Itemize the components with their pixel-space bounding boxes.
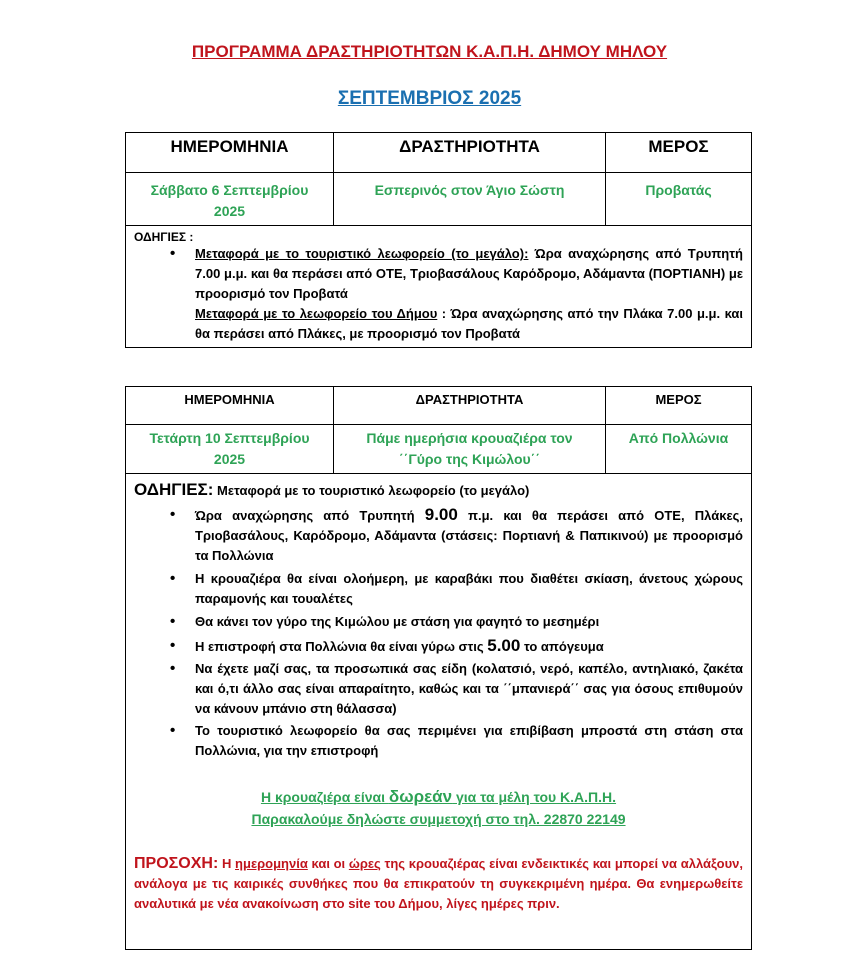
event-activity: Εσπερινός στον Άγιο Σώστη (334, 173, 606, 226)
list-item: • Μεταφορά με το τουριστικό λεωφορείο (το μεγάλο): Ώρα αναχώρησης από Τρυπητή 7.00 μ.μ. και θα περάσει από ΟΤΕ, Τριοβασάλους Καρόδρομο, Αδάμαντα (ΠΟΡΤΙΑΝΗ) με προορισμό τον Προβατά Μεταφορά με το λεωφορείο του Δήμου : Ώρα αναχώρησης από την Πλάκα 7.00 μ.μ. και θα περάσει από Πλάκες, με προορισμό τον Προβατά (134, 244, 743, 344)
list-item: • Θα κάνει τον γύρο της Κιμώλου με στάση για φαγητό το μεσημέρι (134, 612, 743, 632)
transport-bus-label: Μεταφορά με το τουριστικό λεωφορείο (το μεγάλο): (195, 246, 529, 261)
header-place: ΜΕΡΟΣ (606, 133, 752, 173)
instructions-list (134, 244, 743, 344)
month-title: ΣΕΠΤΕΜΒΡΙΟΣ 2025 (337, 88, 522, 109)
list-item: • Η κρουαζιέρα θα είναι ολοήμερη, με καραβάκι που διαθέτει σκίαση, άνετους χώρους παραμονής και τουαλέτες (134, 569, 743, 609)
registration-notice: Παρακαλούμε δηλώστε συμμετοχή στο τηλ. 22870 22149 (251, 811, 626, 827)
header-place: ΜΕΡΟΣ (606, 387, 752, 425)
table-header-row (126, 387, 752, 425)
event-date: Σάββατο 6 Σεπτεμβρίου 2025 (126, 173, 334, 226)
instructions-label: ΟΔΗΓΙΕΣ : (134, 230, 194, 244)
event-date: Τετάρτη 10 Σεπτεμβρίου 2025 (126, 425, 334, 474)
attention-label: ΠΡΟΣΟΧΗ: (134, 855, 219, 872)
header-date: ΗΜΕΡΟΜΗΝΙΑ (126, 387, 334, 425)
list-item: • Η επιστροφή στα Πολλώνια θα είναι γύρω στις 5.00 το απόγευμα (134, 636, 743, 657)
header-date: ΗΜΕΡΟΜΗΝΙΑ (126, 133, 334, 173)
attention-notice: ΠΡΟΣΟΧΗ: Η ημερομηνία και οι ώρες της κρουαζιέρας είναι ενδεικτικές και μπορεί να αλλάξουν, ανάλογα με τις καιρικές συνθήκες που θα επικρατούν τη συγκεκριμένη ημέρα. Θα ενημερωθείτε αναλυτικά με νέα ανακοίνωση στο site του Δήμου, λίγες ημέρες πριν. (134, 855, 743, 911)
event-activity: Πάμε ημερήσια κρουαζιέρα τον ΄΄Γύρο της Κιμώλου΄΄ (334, 425, 606, 474)
table-header-row (126, 133, 752, 173)
activity-table-2 (125, 386, 752, 950)
instructions-row (126, 474, 752, 950)
instructions-cell (126, 226, 752, 348)
activity-table-1 (125, 132, 752, 348)
header-activity: ΔΡΑΣΤΗΡΙΟΤΗΤΑ (334, 133, 606, 173)
event-place: Προβατάς (606, 173, 752, 226)
list-item: • Να έχετε μαζί σας, τα προσωπικά σας είδη (κολατσιό, νερό, καπέλο, αντηλιακό, ζακέτα και ό,τι άλλο σας είναι απαραίτητο, καθώς και τα ΄΄μπανιερά΄΄ σας για όσους επιθυμούν να κάνουν μπάνιο στη θάλασσα) (134, 659, 743, 719)
table-row (126, 425, 752, 474)
list-item: • Το τουριστικό λεωφορείο θα σας περιμένει για επιβίβαση μπροστά στη στάση στα Πολλώνια, για την επιστροφή (134, 721, 743, 761)
table-row (126, 173, 752, 226)
instructions-row (126, 226, 752, 348)
list-item: • Ώρα αναχώρησης από Τρυπητή 9.00 π.μ. και θα περάσει από ΟΤΕ, Πλάκες, Τριοβασάλους, Καρόδρομο, Αδάμαντα (στάσεις: Πορτιανή & Παπικινού) με προορισμό τα Πολλώνια (134, 505, 743, 566)
header-activity: ΔΡΑΣΤΗΡΙΟΤΗΤΑ (334, 387, 606, 425)
page-title: ΠΡΟΓΡΑΜΜΑ ΔΡΑΣΤΗΡΙΟΤΗΤΩΝ Κ.Α.Π.Η. ΔΗΜΟΥ ΜΗΛΟΥ (191, 42, 668, 61)
transport-municipal-label: Μεταφορά με το λεωφορείο του Δήμου (195, 306, 438, 321)
free-cruise-notice: Η κρουαζιέρα είναι δωρεάν για τα μέλη του Κ.Α.Π.Η. (260, 787, 617, 806)
event-place: Από Πολλώνια (606, 425, 752, 474)
instructions-cell (126, 474, 752, 950)
instructions-heading: ΟΔΗΓΙΕΣ: Μεταφορά με το τουριστικό λεωφορείο (το μεγάλο) (134, 480, 530, 499)
instructions-list (134, 505, 743, 761)
instructions-label: ΟΔΗΓΙΕΣ: (134, 480, 214, 499)
